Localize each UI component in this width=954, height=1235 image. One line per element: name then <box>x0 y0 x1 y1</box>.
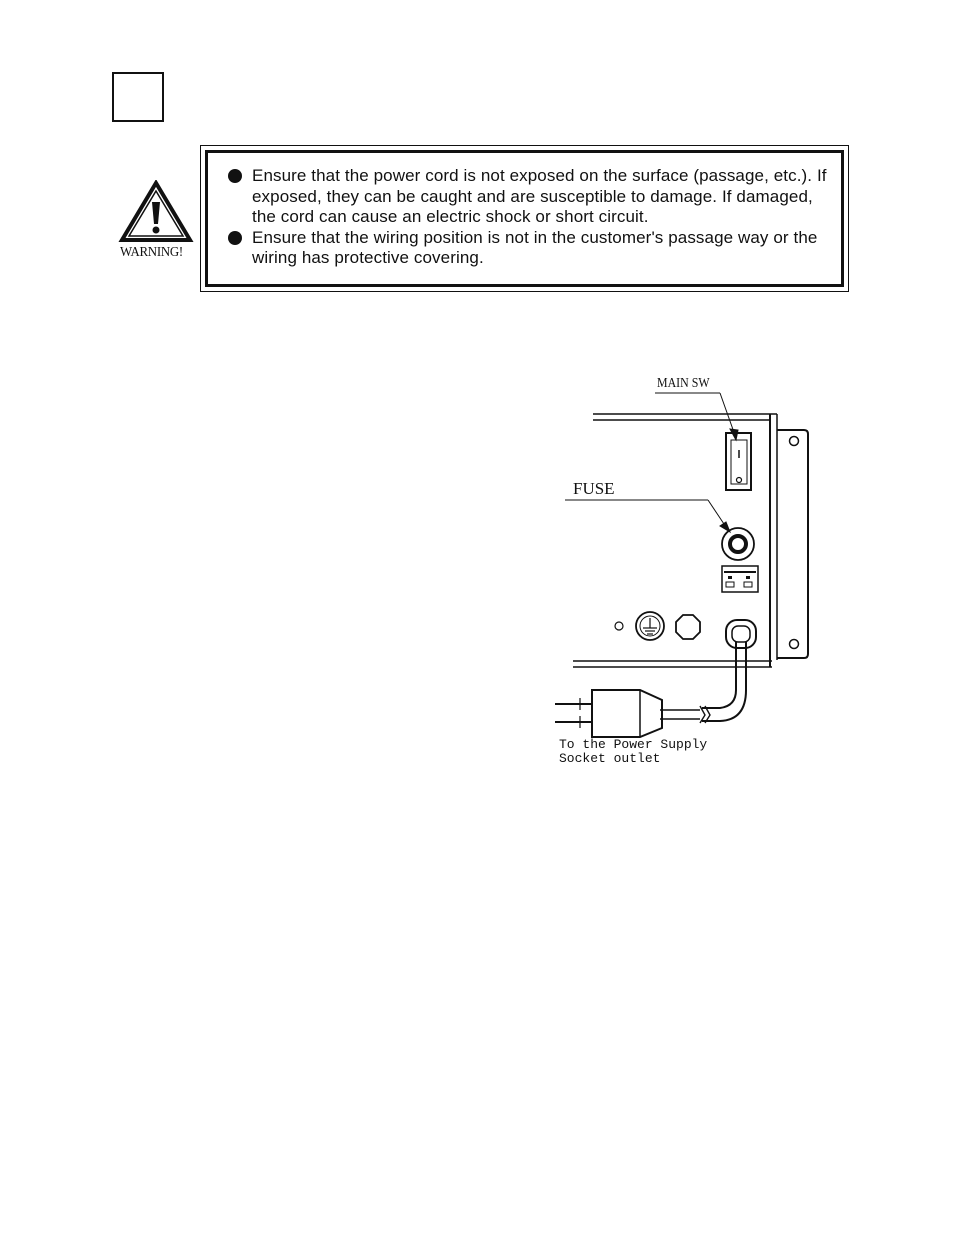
warning-item <box>228 166 828 228</box>
power-cord-icon <box>660 620 756 723</box>
power-supply-label-line1: To the Power Supply <box>559 737 708 752</box>
fuse-leader <box>565 500 730 532</box>
hole-icon <box>615 622 623 630</box>
bullet-icon <box>228 231 242 245</box>
warning-box <box>200 145 849 292</box>
nut-icon <box>676 615 700 639</box>
bullet-icon <box>228 169 242 183</box>
main-sw-label: MAIN SW <box>657 376 710 391</box>
panel-outline <box>573 414 808 667</box>
power-supply-label-line2: Socket outlet <box>559 751 661 766</box>
page-marker-box <box>112 72 164 122</box>
fuse-icon <box>722 528 754 560</box>
warning-item <box>228 228 828 269</box>
warning-text: Ensure that the wiring position is not in the customer's passage way or the wiring has protective covering. <box>252 227 818 267</box>
warning-triangle-icon <box>118 180 194 244</box>
ground-terminal-icon <box>636 612 664 640</box>
main-switch-icon <box>726 433 751 490</box>
plug-icon <box>555 690 662 737</box>
warning-text: Ensure that the power cord is not exposed on the surface (passage, etc.). If exposed, they can be caught and are susceptible to damage. If damaged, the cord can cause an electric shock or short circuit. <box>252 166 827 226</box>
warning-label: WARNING! <box>120 245 183 260</box>
fuse-label: FUSE <box>573 479 615 498</box>
power-panel-diagram <box>540 360 840 780</box>
warning-list <box>228 166 828 269</box>
circuit-protector-plate <box>722 566 758 592</box>
power-panel-drawing <box>540 360 840 780</box>
power-supply-label <box>559 738 707 766</box>
